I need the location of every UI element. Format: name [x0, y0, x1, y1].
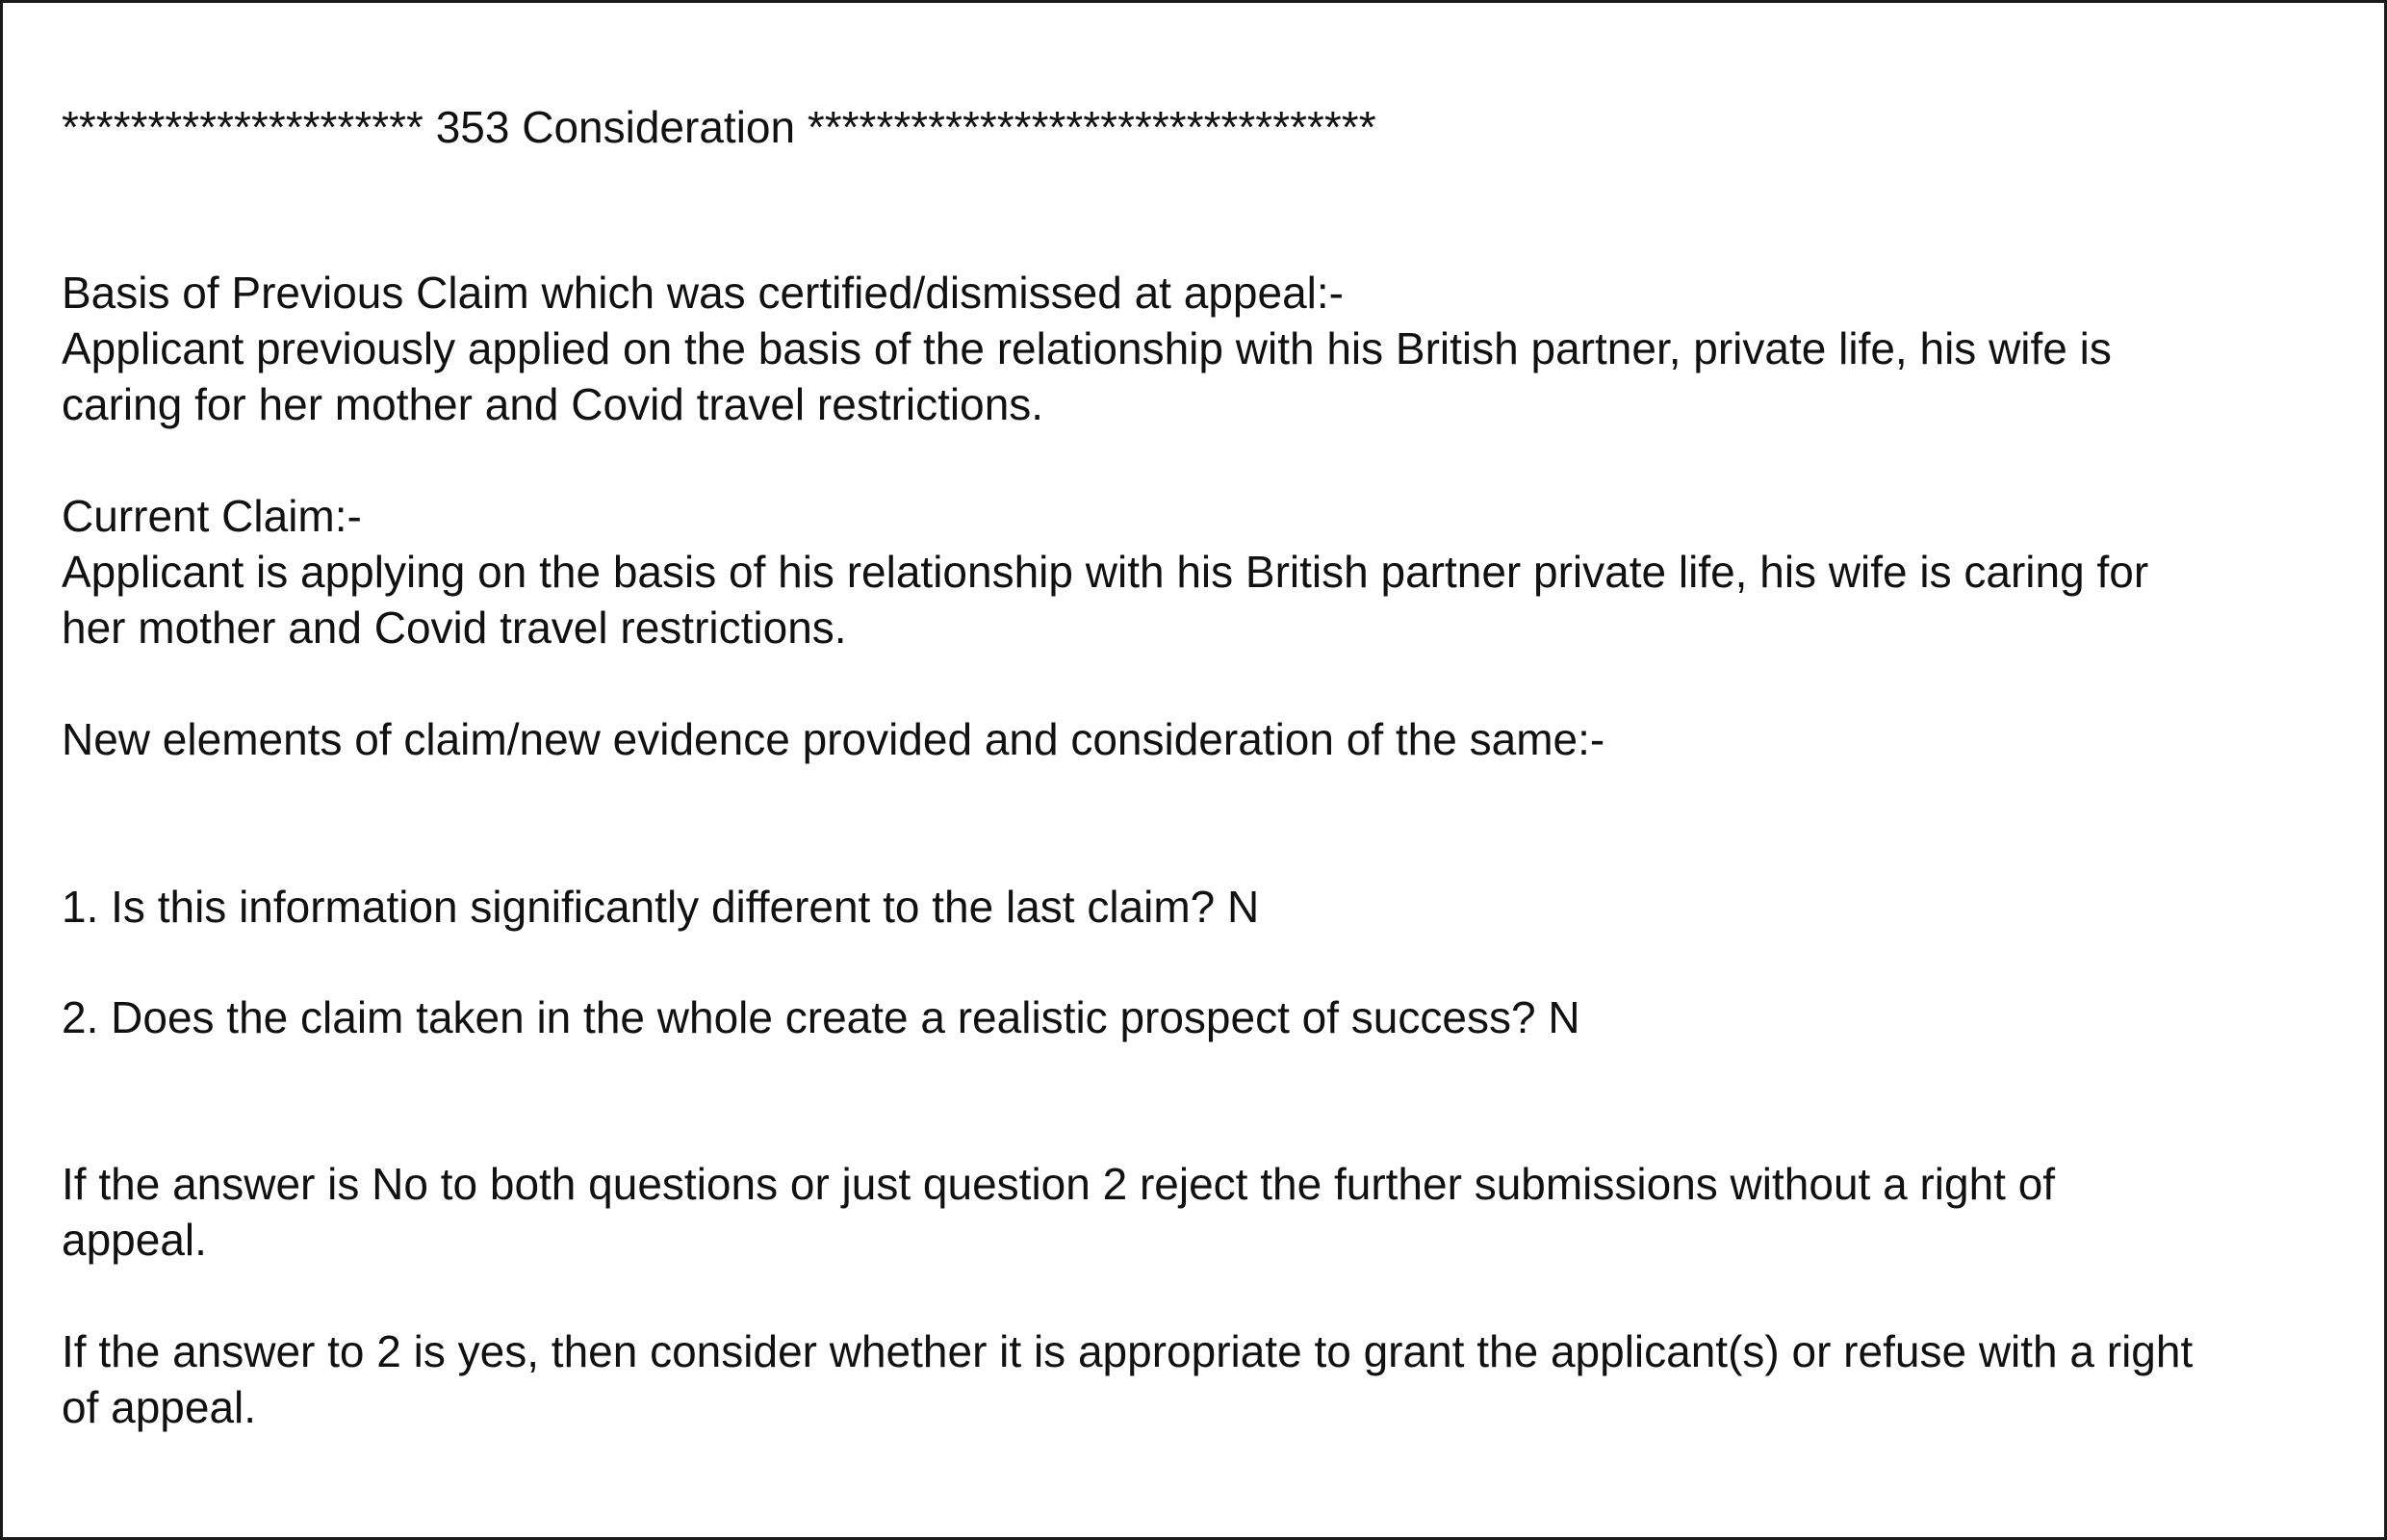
- document-title: ********************* 353 Consideration *********************************: [62, 102, 1376, 152]
- previous-claim-heading: Basis of Previous Claim which was certified/dismissed at appeal:-: [62, 268, 1344, 318]
- current-claim-heading: Current Claim:-: [62, 491, 362, 541]
- question-2: 2. Does the claim taken in the whole create a realistic prospect of success? N: [62, 992, 1580, 1042]
- previous-claim-text-line-1: Applicant previously applied on the basis of the relationship with his British partner, private life, his wife is: [62, 323, 2112, 373]
- previous-claim-text-line-2: caring for her mother and Covid travel restrictions.: [62, 379, 1044, 429]
- new-elements-heading: New elements of claim/new evidence provided and consideration of the same:-: [62, 714, 1605, 764]
- guidance-1-line-2: appeal.: [62, 1215, 207, 1265]
- current-claim-text-line-2: her mother and Covid travel restrictions.: [62, 603, 847, 653]
- question-1: 1. Is this information significantly different to the last claim? N: [62, 882, 1260, 932]
- guidance-1-line-1: If the answer is No to both questions or just question 2 reject the further submissions without a right of: [62, 1159, 2056, 1209]
- guidance-2-line-1: If the answer to 2 is yes, then consider whether it is appropriate to grant the applicant(s) or refuse with a right: [62, 1326, 2194, 1376]
- current-claim-text-line-1: Applicant is applying on the basis of his relationship with his British partner private life, his wife is caring for: [62, 547, 2149, 597]
- guidance-2-line-2: of appeal.: [62, 1382, 257, 1432]
